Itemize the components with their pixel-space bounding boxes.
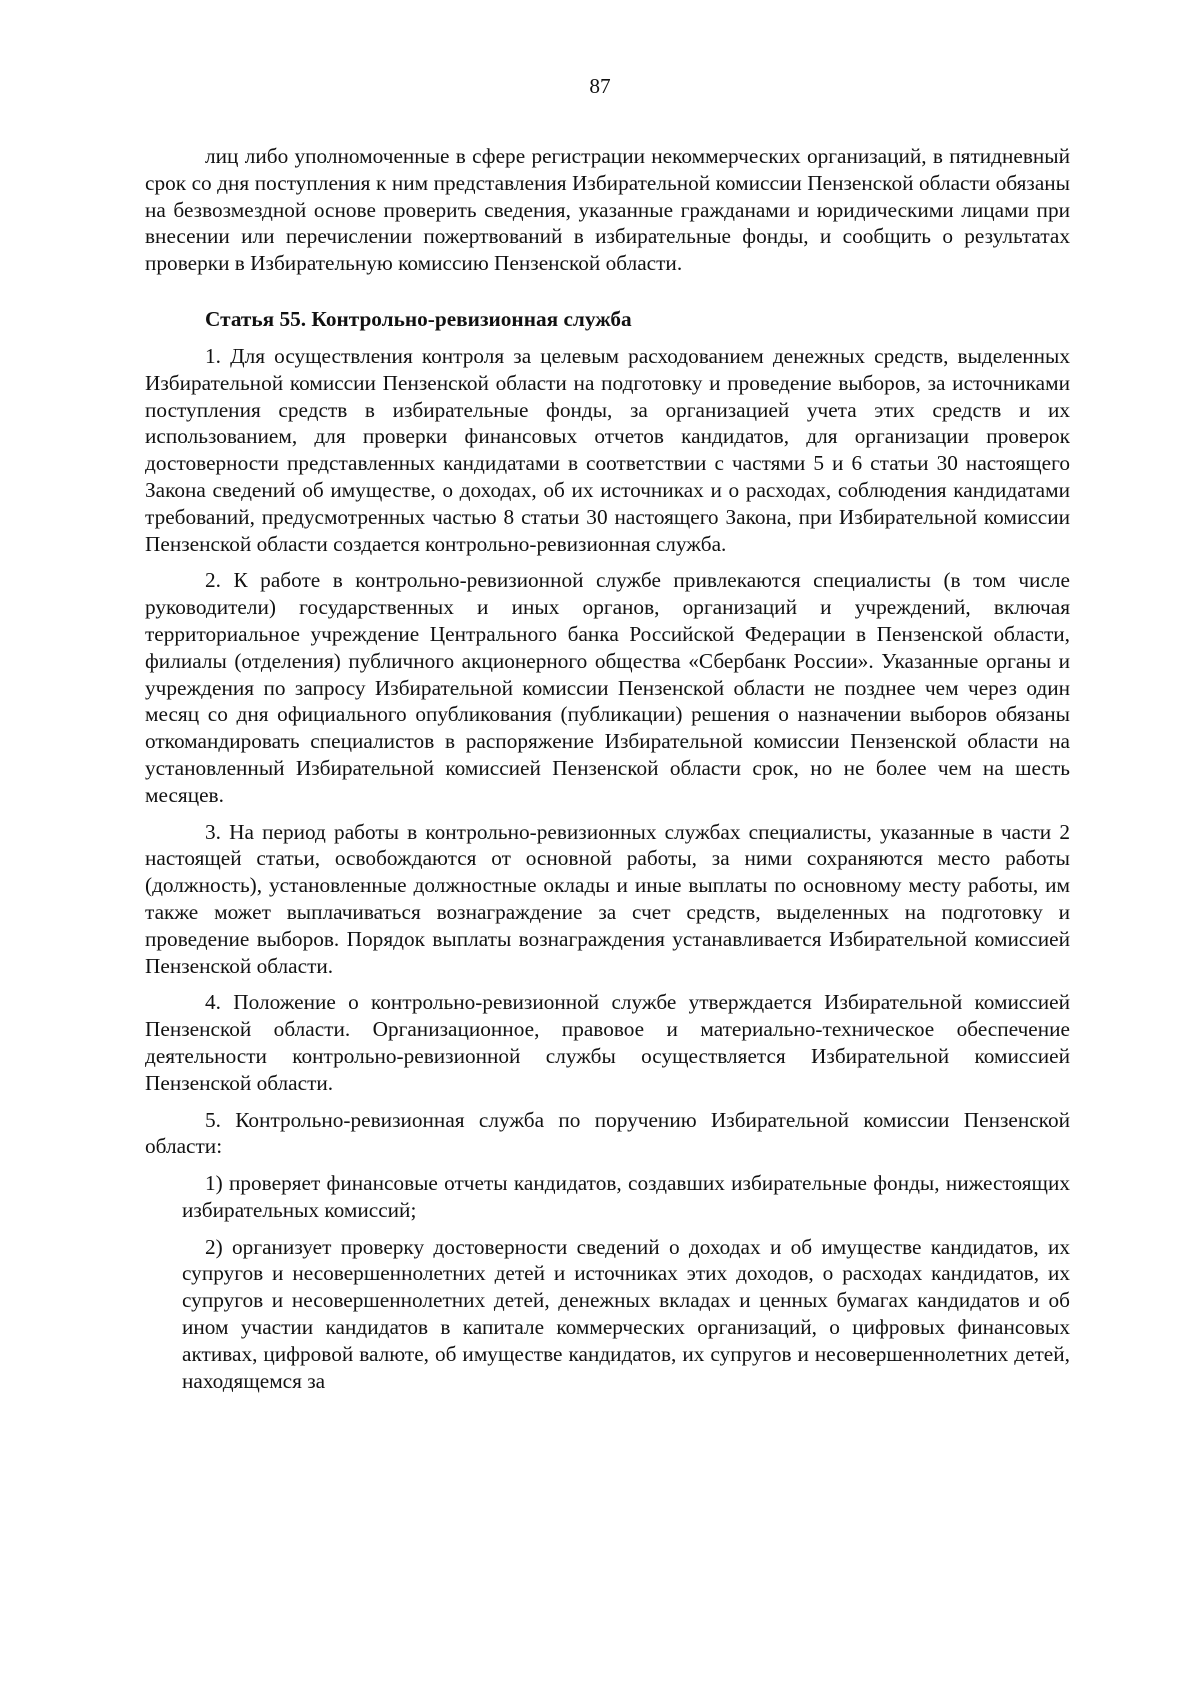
intro-paragraph: лиц либо уполномоченные в сфере регистрации некоммерческих организаций, в пятидневный срок со дня поступления к ним представления Избирательной комиссии Пензенской области обязаны на безвозмездной основе проверить сведения, указанные гражданами и юридическими лицами при внесении или перечислении пожертвований в избирательные фонды, и сообщить о результатах проверки в Избирательную комиссию Пензенской области.	[145, 144, 1070, 276]
page-body	[145, 143, 1070, 1404]
article-heading: Статья 55. Контрольно-ревизионная служба	[205, 306, 632, 331]
page-number: 87	[589, 74, 611, 98]
article-paragraph-5: 5. Контрольно-ревизионная служба по поручению Избирательной комиссии Пензенской области:	[145, 1107, 1070, 1159]
article-paragraph-3: 3. На период работы в контрольно-ревизионных службах специалисты, указанные в части 2 настоящей статьи, освобождаются от основной работы, за ними сохраняются место работы (должность), установленные должностные оклады и иные выплаты по основному месту работы, им также может выплачиваться вознаграждение за счет средств, выделенных на подготовку и проведение выборов. Порядок выплаты вознаграждения устанавливается Избирательной комиссией Пензенской области.	[145, 819, 1070, 978]
list-item-1: 1) проверяет финансовые отчеты кандидатов, создавших избирательные фонды, нижестоящих избирательных комиссий;	[182, 1171, 1070, 1222]
article-paragraph-4: 4. Положение о контрольно-ревизионной службе утверждается Избирательной комиссией Пензенской области. Организационное, правовое и материально-техническое обеспечение деятельности контрольно-ревизионной службы осуществляется Избирательной комиссией Пензенской области.	[145, 990, 1070, 1095]
article-paragraph-2: 2. К работе в контрольно-ревизионной службе привлекаются специалисты (в том числе руководители) государственных и иных органов, организаций и учреждений, включая территориальное учреждение Центрального банка Российской Федерации в Пензенской области, филиалы (отделения) публичного акционерного общества «Сбербанк России». Указанные органы и учреждения по запросу Избирательной комиссии Пензенской области не позднее чем через один месяц со дня официального опубликования (публикации) решения о назначении выборов обязаны откомандировать специалистов в распоряжение Избирательной комиссии Пензенской области на установленный Избирательной комиссией Пензенской области срок, но не более чем на шесть месяцев.	[145, 568, 1070, 807]
article-paragraph-1: 1. Для осуществления контроля за целевым расходованием денежных средств, выделенных Избирательной комиссии Пензенской области на подготовку и проведение выборов, за источниками поступления средств в избирательные фонды, за организацией учета этих средств и их использованием, для проверки финансовых отчетов кандидатов, для организации проверок достоверности представленных кандидатами в соответствии с частями 5 и 6 статьи 30 настоящего Закона сведений об имуществе, о доходах, об их источниках и о расходах, соблюдения кандидатами требований, предусмотренных частью 8 статьи 30 настоящего Закона, при Избирательной комиссии Пензенской области создается контрольно-ревизионная служба.	[145, 343, 1070, 556]
list-item-2: 2) организует проверку достоверности сведений о доходах и об имуществе кандидатов, их супругов и несовершеннолетних детей и источниках этих доходов, о расходах кандидатов, их супругов и несовершеннолетних детей, денежных вкладах и ценных бумагах кандидатов и об ином участии кандидатов в капитале коммерческих организаций, о цифровых финансовых активах, цифровой валюте, об имуществе кандидатов, их супругов и несовершеннолетних детей, находящемся за	[182, 1234, 1070, 1393]
